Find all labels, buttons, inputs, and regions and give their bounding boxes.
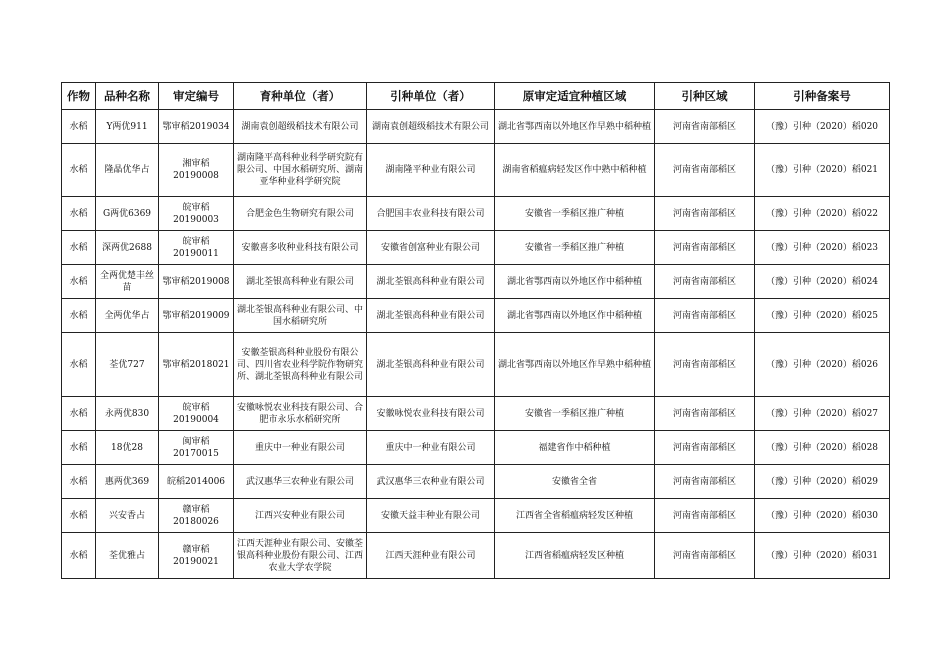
header-row xyxy=(62,83,890,110)
variety-cell: 深两优2688 xyxy=(96,231,159,265)
table-row xyxy=(62,397,890,431)
approval-number-cell: 湘审稻20190008 xyxy=(159,144,234,197)
variety-cell: Y两优911 xyxy=(96,110,159,144)
intro-region-cell: 河南省南部稻区 xyxy=(655,144,755,197)
original-region-cell: 安徽省一季稻区推广种植 xyxy=(495,397,655,431)
breeder-cell: 湖北荃银高科种业有限公司 xyxy=(234,265,367,299)
introducer-cell: 湖北荃银高科种业有限公司 xyxy=(367,333,495,397)
intro-region-cell: 河南省南部稻区 xyxy=(655,465,755,499)
original-region-cell: 江西省全省稻瘟病轻发区种植 xyxy=(495,499,655,533)
table-row xyxy=(62,110,890,144)
original-region-cell: 安徽省全省 xyxy=(495,465,655,499)
introducer-cell: 安徽天益丰种业有限公司 xyxy=(367,499,495,533)
table-row xyxy=(62,499,890,533)
record-number-cell: （豫）引种（2020）稻025 xyxy=(755,299,890,333)
table-row xyxy=(62,197,890,231)
approval-number-cell: 赣审稻20190021 xyxy=(159,533,234,579)
introducer-cell: 湖北荃银高科种业有限公司 xyxy=(367,265,495,299)
original-region-cell: 湖北省鄂西南以外地区作早熟中稻种植 xyxy=(495,110,655,144)
breeder-cell: 重庆中一种业有限公司 xyxy=(234,431,367,465)
breeder-cell: 武汉惠华三农种业有限公司 xyxy=(234,465,367,499)
introducer-cell: 武汉惠华三农种业有限公司 xyxy=(367,465,495,499)
introducer-cell: 湖南隆平种业有限公司 xyxy=(367,144,495,197)
table-header xyxy=(62,83,890,110)
variety-cell: 全两优华占 xyxy=(96,299,159,333)
record-number-cell: （豫）引种（2020）稻026 xyxy=(755,333,890,397)
introducer-cell: 合肥国丰农业科技有限公司 xyxy=(367,197,495,231)
intro-region-cell: 河南省南部稻区 xyxy=(655,299,755,333)
variety-cell: 兴安香占 xyxy=(96,499,159,533)
table-row xyxy=(62,465,890,499)
introducer-cell: 江西天涯种业有限公司 xyxy=(367,533,495,579)
intro-region-cell: 河南省南部稻区 xyxy=(655,499,755,533)
record-number-cell: （豫）引种（2020）稻031 xyxy=(755,533,890,579)
breeder-cell: 湖北荃银高科种业有限公司、中国水稻研究所 xyxy=(234,299,367,333)
crop-cell: 水稻 xyxy=(62,533,96,579)
header-intro-region: 引种区域 xyxy=(655,83,755,110)
approval-number-cell: 皖稻2014006 xyxy=(159,465,234,499)
crop-cell: 水稻 xyxy=(62,197,96,231)
breeder-cell: 江西兴安种业有限公司 xyxy=(234,499,367,533)
intro-region-cell: 河南省南部稻区 xyxy=(655,265,755,299)
introducer-cell: 湖南袁创超级稻技术有限公司 xyxy=(367,110,495,144)
table-body xyxy=(62,110,890,579)
crop-cell: 水稻 xyxy=(62,431,96,465)
table-row xyxy=(62,333,890,397)
intro-region-cell: 河南省南部稻区 xyxy=(655,231,755,265)
record-number-cell: （豫）引种（2020）稻028 xyxy=(755,431,890,465)
approval-number-cell: 赣审稻20180026 xyxy=(159,499,234,533)
record-number-cell: （豫）引种（2020）稻029 xyxy=(755,465,890,499)
record-number-cell: （豫）引种（2020）稻020 xyxy=(755,110,890,144)
introducer-cell: 安徽省创富种业有限公司 xyxy=(367,231,495,265)
breeder-cell: 湖南袁创超级稻技术有限公司 xyxy=(234,110,367,144)
original-region-cell: 江西省稻瘟病轻发区种植 xyxy=(495,533,655,579)
header-breeder: 育种单位（者） xyxy=(234,83,367,110)
approval-number-cell: 鄂审稻2018021 xyxy=(159,333,234,397)
breeder-cell: 安徽荃银高科种业股份有限公司、四川省农业科学院作物研究所、湖北荃银高科种业有限公司 xyxy=(234,333,367,397)
table-row xyxy=(62,533,890,579)
variety-cell: 永两优830 xyxy=(96,397,159,431)
introducer-cell: 重庆中一种业有限公司 xyxy=(367,431,495,465)
header-approval-number: 审定编号 xyxy=(159,83,234,110)
breeder-cell: 安徽咏悦农业科技有限公司、合肥市永乐水稻研究所 xyxy=(234,397,367,431)
crop-cell: 水稻 xyxy=(62,110,96,144)
intro-region-cell: 河南省南部稻区 xyxy=(655,197,755,231)
crop-cell: 水稻 xyxy=(62,499,96,533)
record-number-cell: （豫）引种（2020）稻027 xyxy=(755,397,890,431)
header-crop: 作物 xyxy=(62,83,96,110)
breeder-cell: 合肥金色生物研究有限公司 xyxy=(234,197,367,231)
original-region-cell: 福建省作中稻种植 xyxy=(495,431,655,465)
original-region-cell: 湖南省稻瘟病轻发区作中熟中稻种植 xyxy=(495,144,655,197)
crop-cell: 水稻 xyxy=(62,333,96,397)
crop-cell: 水稻 xyxy=(62,397,96,431)
original-region-cell: 安徽省一季稻区推广种植 xyxy=(495,231,655,265)
table-row xyxy=(62,144,890,197)
header-variety: 品种名称 xyxy=(96,83,159,110)
variety-cell: 18优28 xyxy=(96,431,159,465)
table-row xyxy=(62,265,890,299)
record-number-cell: （豫）引种（2020）稻021 xyxy=(755,144,890,197)
variety-cell: 全两优楚丰丝苗 xyxy=(96,265,159,299)
approval-number-cell: 闽审稻20170015 xyxy=(159,431,234,465)
header-introducer: 引种单位（者） xyxy=(367,83,495,110)
intro-region-cell: 河南省南部稻区 xyxy=(655,110,755,144)
header-record-number: 引种备案号 xyxy=(755,83,890,110)
record-number-cell: （豫）引种（2020）稻023 xyxy=(755,231,890,265)
header-original-region: 原审定适宜种植区域 xyxy=(495,83,655,110)
variety-registration-table xyxy=(61,82,890,579)
variety-cell: 隆晶优华占 xyxy=(96,144,159,197)
intro-region-cell: 河南省南部稻区 xyxy=(655,533,755,579)
approval-number-cell: 皖审稻20190011 xyxy=(159,231,234,265)
crop-cell: 水稻 xyxy=(62,299,96,333)
crop-cell: 水稻 xyxy=(62,231,96,265)
record-number-cell: （豫）引种（2020）稻024 xyxy=(755,265,890,299)
variety-cell: 荃优雅占 xyxy=(96,533,159,579)
crop-cell: 水稻 xyxy=(62,465,96,499)
record-number-cell: （豫）引种（2020）稻022 xyxy=(755,197,890,231)
breeder-cell: 江西天涯种业有限公司、安徽荃银高科种业股份有限公司、江西农业大学农学院 xyxy=(234,533,367,579)
original-region-cell: 安徽省一季稻区推广种植 xyxy=(495,197,655,231)
approval-number-cell: 皖审稻20190004 xyxy=(159,397,234,431)
variety-cell: G两优6369 xyxy=(96,197,159,231)
record-number-cell: （豫）引种（2020）稻030 xyxy=(755,499,890,533)
breeder-cell: 安徽喜多收种业科技有限公司 xyxy=(234,231,367,265)
intro-region-cell: 河南省南部稻区 xyxy=(655,397,755,431)
introducer-cell: 安徽咏悦农业科技有限公司 xyxy=(367,397,495,431)
breeder-cell: 湖南隆平高科种业科学研究院有限公司、中国水稻研究所、湖南亚华种业科学研究院 xyxy=(234,144,367,197)
approval-number-cell: 鄂审稻2019008 xyxy=(159,265,234,299)
original-region-cell: 湖北省鄂西南以外地区作中稻种植 xyxy=(495,265,655,299)
variety-cell: 荃优727 xyxy=(96,333,159,397)
variety-cell: 惠两优369 xyxy=(96,465,159,499)
table-row xyxy=(62,299,890,333)
table-row xyxy=(62,431,890,465)
original-region-cell: 湖北省鄂西南以外地区作早熟中稻种植 xyxy=(495,333,655,397)
crop-cell: 水稻 xyxy=(62,265,96,299)
original-region-cell: 湖北省鄂西南以外地区作中稻种植 xyxy=(495,299,655,333)
crop-cell: 水稻 xyxy=(62,144,96,197)
approval-number-cell: 鄂审稻2019009 xyxy=(159,299,234,333)
intro-region-cell: 河南省南部稻区 xyxy=(655,333,755,397)
intro-region-cell: 河南省南部稻区 xyxy=(655,431,755,465)
approval-number-cell: 鄂审稻2019034 xyxy=(159,110,234,144)
approval-number-cell: 皖审稻20190003 xyxy=(159,197,234,231)
table-row xyxy=(62,231,890,265)
introducer-cell: 湖北荃银高科种业有限公司 xyxy=(367,299,495,333)
